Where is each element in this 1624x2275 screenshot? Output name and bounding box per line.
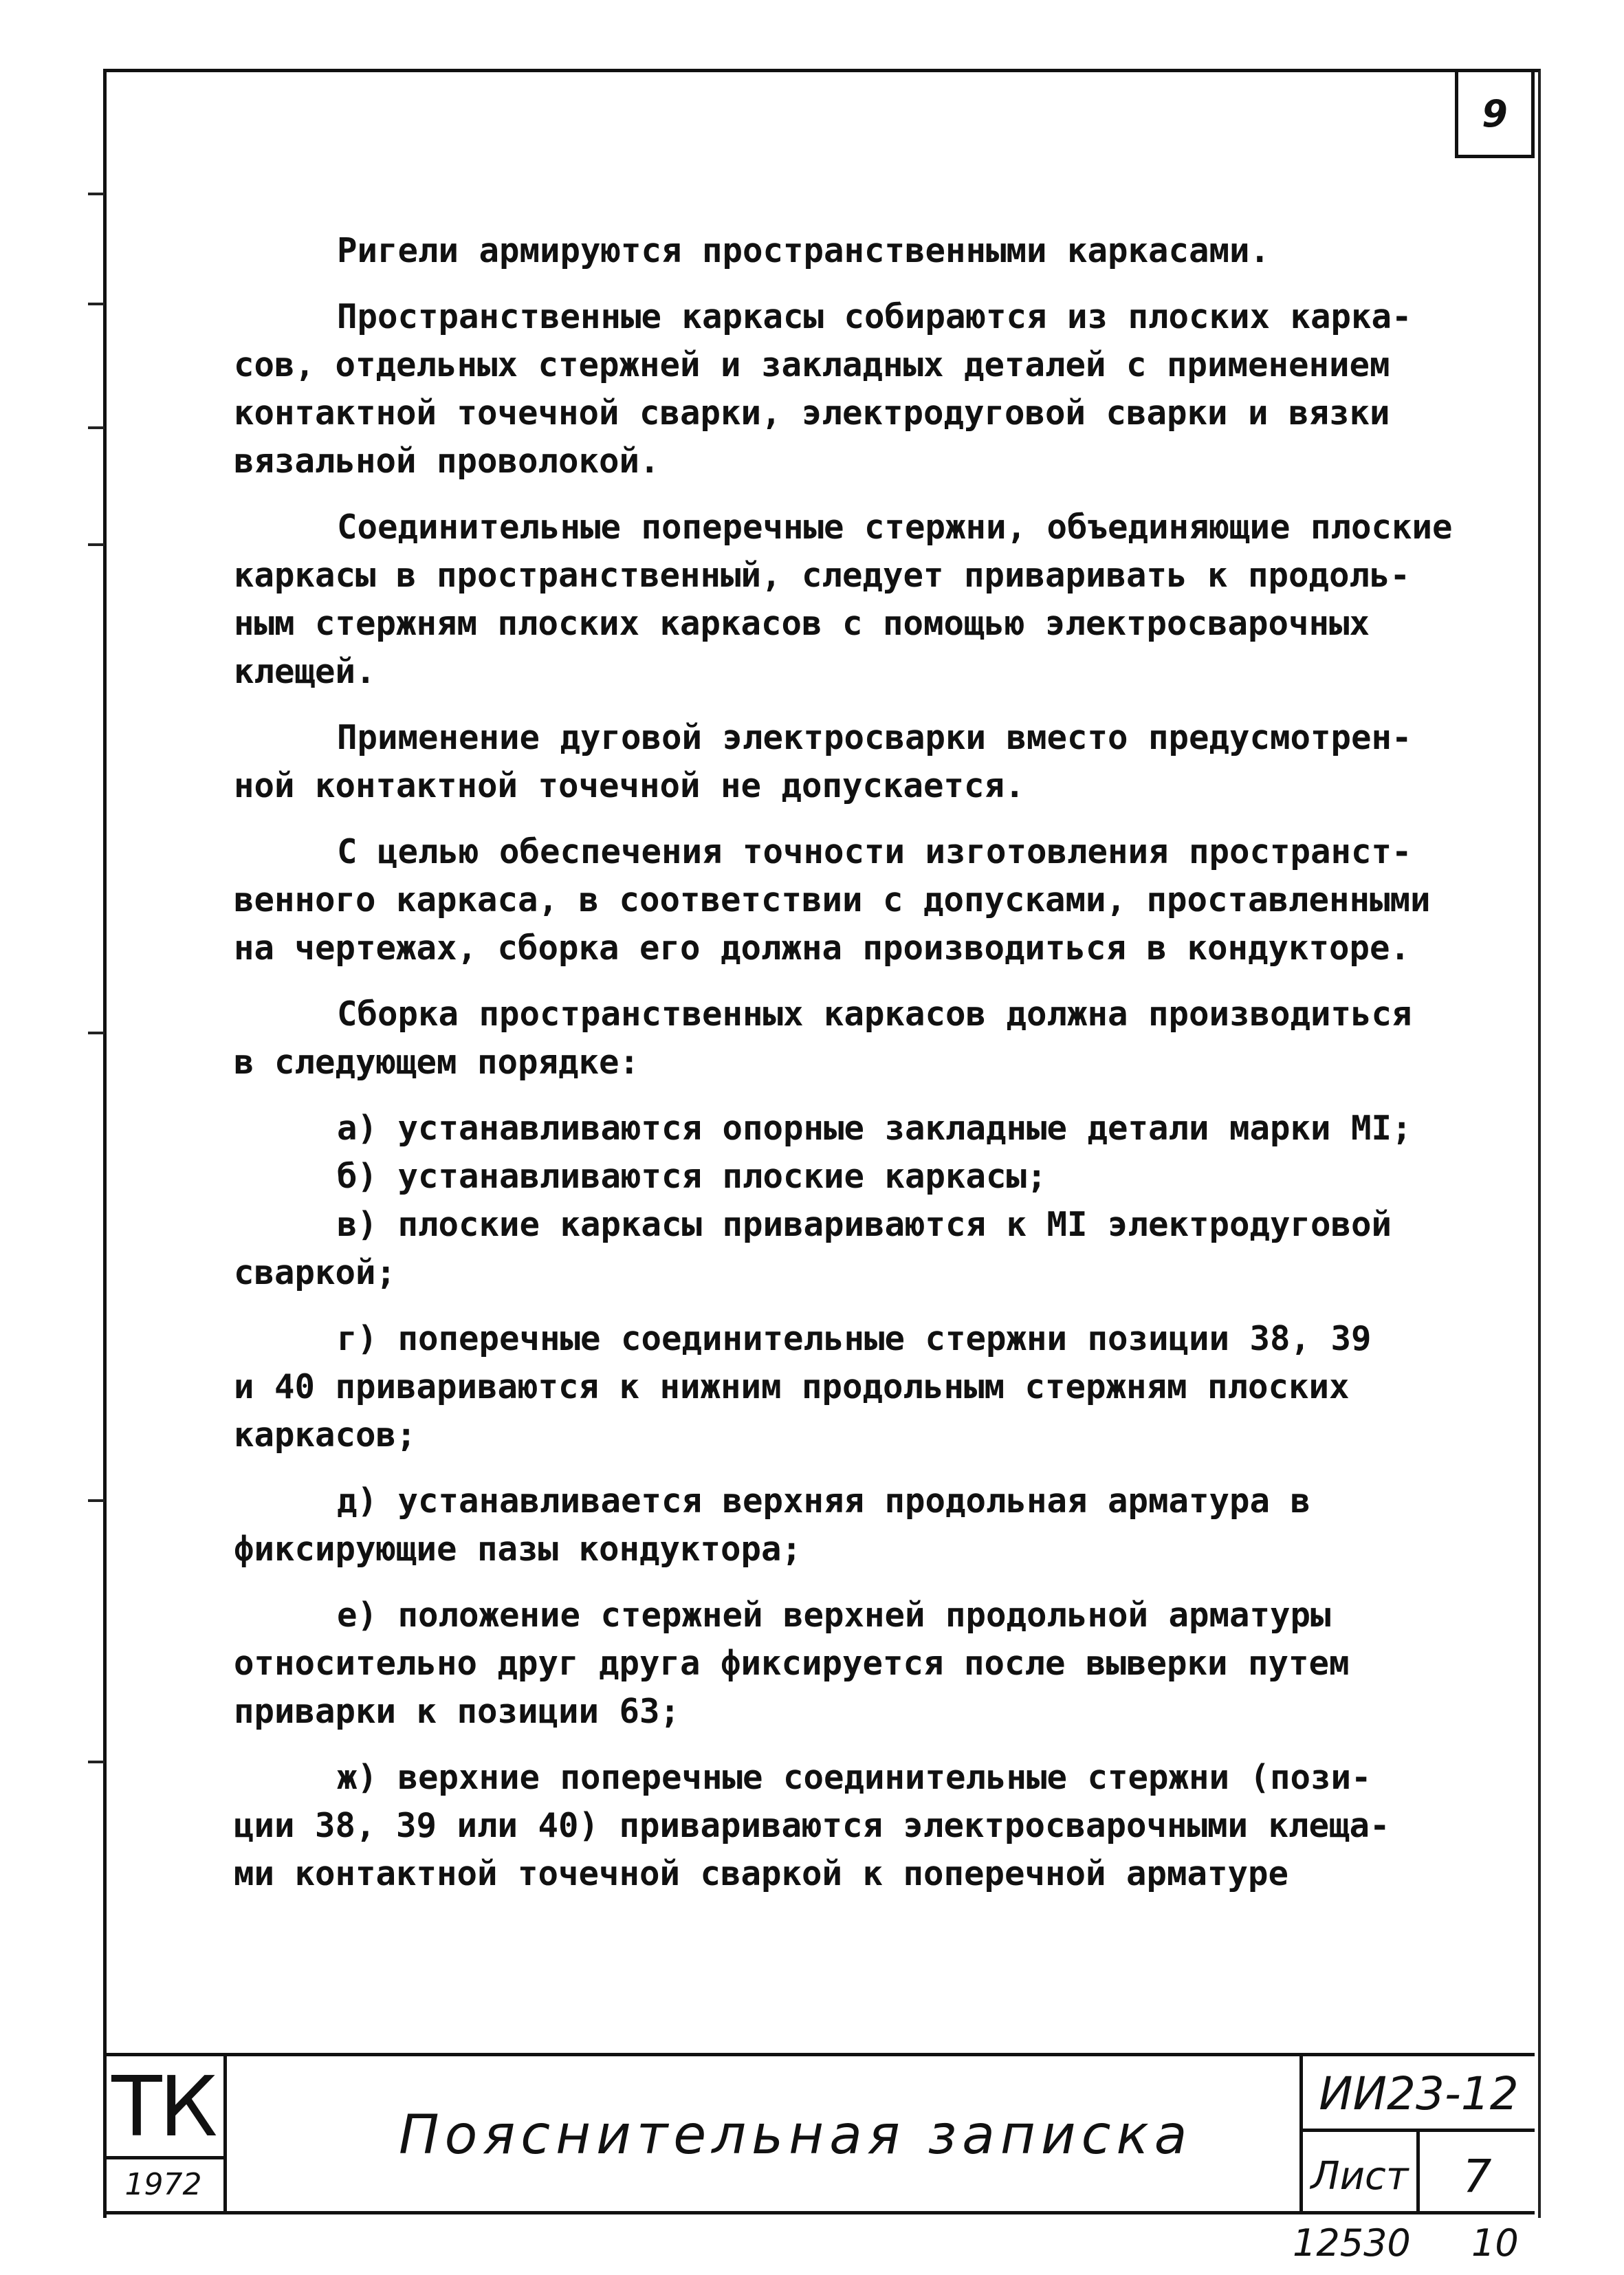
list-item: г) поперечные соединительные стержни позиции 38, 39	[337, 1319, 1372, 1358]
margin-tick	[88, 1761, 105, 1763]
margin-tick	[88, 1032, 105, 1034]
paragraph-line: С целью обеспечения точности изготовления пространст-	[337, 832, 1412, 871]
list-item-continuation: приварки к позиции 63;	[234, 1692, 681, 1731]
sheet-number: 7	[1462, 2150, 1492, 2203]
margin-tick	[88, 426, 105, 429]
sheet-label: Лист	[1303, 2132, 1420, 2211]
paragraph-line: Ригели армируются пространственными каркасами.	[337, 231, 1271, 270]
margin-tick	[88, 193, 105, 195]
list-item: б) устанавливаются плоские каркасы;	[337, 1157, 1047, 1196]
year-label: 1972	[124, 2167, 202, 2202]
title-block	[103, 2053, 1535, 2214]
paragraph-line: каркасы в пространственный, следует приваривать к продоль-	[234, 556, 1411, 595]
paragraph-line: Соединительные поперечные стержни, объединяющие плоские	[337, 508, 1453, 547]
inventory-number: 12530	[1293, 2221, 1411, 2265]
list-item: в) плоские каркасы привариваются к МI электродуговой	[337, 1205, 1392, 1244]
paragraph-line: клещей.	[234, 652, 376, 691]
document-title: Пояснительная записка	[399, 2104, 1193, 2166]
paragraph-line: в следующем порядке:	[234, 1043, 640, 1082]
organization-logo: ТК	[103, 2056, 223, 2159]
paragraph-line: на чертежах, сборка его должна производиться в кондукторе.	[234, 928, 1411, 968]
list-item-continuation: сваркой;	[234, 1253, 397, 1292]
margin-tick	[88, 1499, 105, 1502]
list-item-continuation: ции 38, 39 или 40) привариваются электросварочными клеща-	[234, 1806, 1390, 1845]
margin-tick	[88, 303, 105, 305]
document-body	[234, 227, 1492, 1898]
paragraph-line: Пространственные каркасы собираются из плоских карка-	[337, 297, 1412, 336]
list-item-continuation: и 40 привариваются к нижним продольным стержням плоских	[234, 1367, 1350, 1406]
paragraph-line: Сборка пространственных каркасов должна производиться	[337, 994, 1412, 1034]
list-item: е) положение стержней верхней продольной арматуры	[337, 1596, 1331, 1635]
document-code: ИИ23-12	[1303, 2056, 1535, 2132]
sub-number: 10	[1471, 2221, 1519, 2265]
paragraph-line: ной контактной точечной не допускается.	[234, 766, 1025, 805]
sheet-number-box: 9	[1455, 69, 1535, 158]
list-item: д) устанавливается верхняя продольная арматура в	[337, 1481, 1311, 1521]
list-item-continuation: каркасов;	[234, 1415, 417, 1455]
document-info-block	[1299, 2056, 1535, 2211]
paragraph-line: Применение дуговой электросварки вместо предусмотрен-	[337, 718, 1412, 757]
list-item-continuation: ми контактной точечной сваркой к поперечной арматуре	[234, 1854, 1289, 1893]
paragraph-line: венного каркаса, в соответствии с допусками, проставленными	[234, 880, 1431, 919]
paragraph-line: ным стержням плоских каркасов с помощью электросварочных	[234, 604, 1370, 643]
list-item: ж) верхние поперечные соединительные стержни (пози-	[337, 1758, 1372, 1797]
list-item-continuation: фиксирующие пазы кондуктора;	[234, 1530, 802, 1569]
paragraph-line: сов, отдельных стержней и закладных деталей с применением	[234, 345, 1390, 384]
paragraph-line: контактной точечной сварки, электродуговой сварки и вязки	[234, 393, 1390, 433]
list-item: а) устанавливаются опорные закладные детали марки МI;	[337, 1109, 1412, 1148]
organization-cell	[103, 2056, 227, 2211]
paragraph-line: вязальной проволокой.	[234, 442, 660, 481]
list-item-continuation: относительно друг друга фиксируется после выверки путем	[234, 1644, 1350, 1683]
margin-tick	[88, 543, 105, 546]
